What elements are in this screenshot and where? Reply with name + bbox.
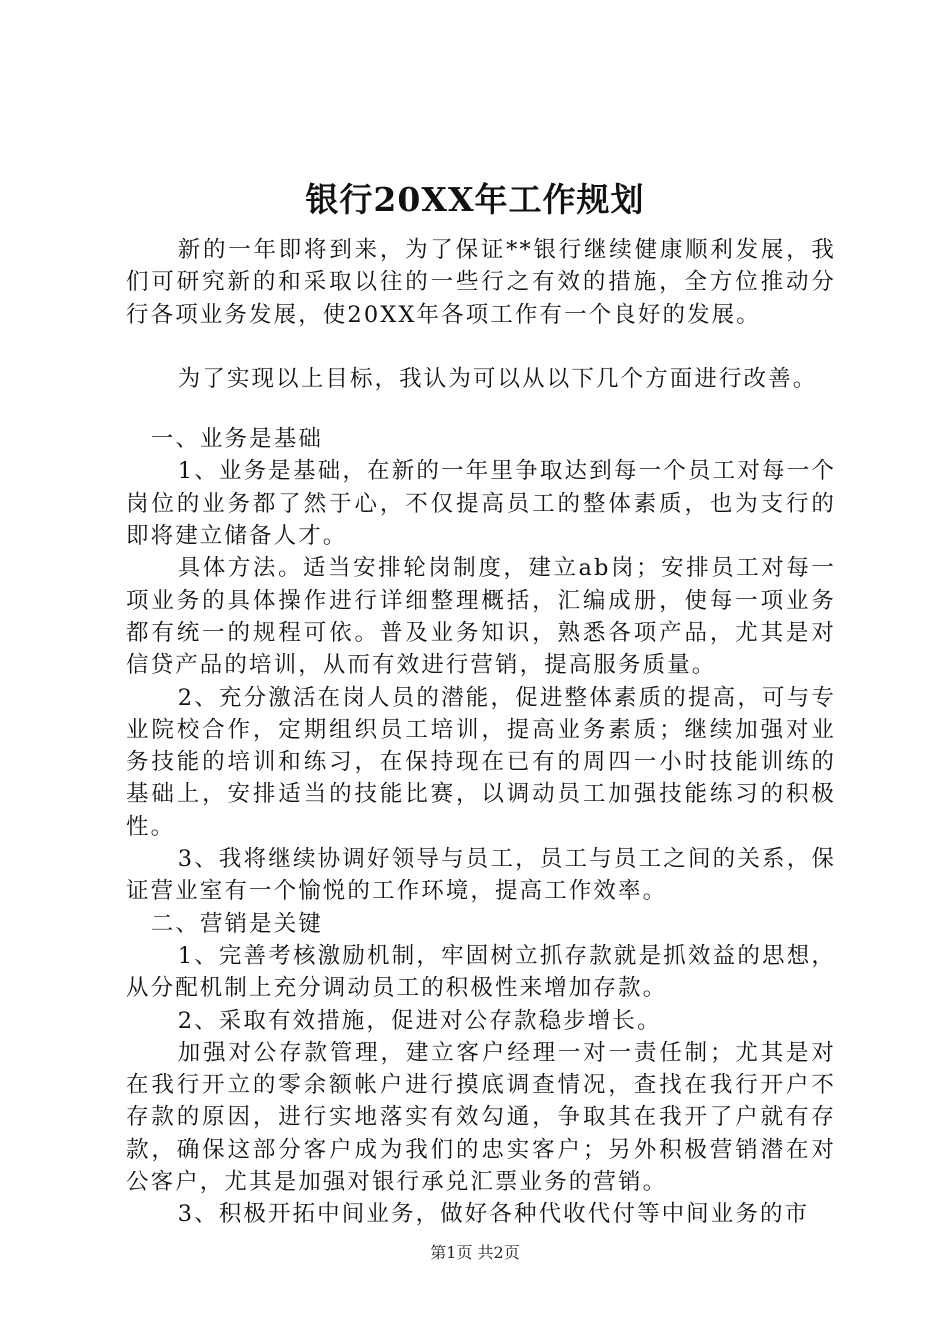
business-item-1: 1、业务是基础，在新的一年里争取达到每一个员工对每一个岗位的业务都了然于心，不仅提高员工的整体素质，也为支行的即将建立储备人才。	[126, 458, 836, 550]
page-number-footer: 第1页 共2页	[430, 1243, 520, 1262]
business-method-paragraph: 具体方法。适当安排轮岗制度，建立ab岗；安排员工对每一项业务的具体操作进行详细整理概括，汇编成册，使每一项业务都有统一的规程可依。普及业务知识，熟悉各项产品，尤其是对信贷产品的培训，从而有效进行营销，提高服务质量。	[126, 555, 836, 679]
section-heading-marketing: 二、营销是关键	[150, 910, 323, 937]
document-title: 银行20XX年工作规划	[305, 180, 645, 219]
intro-paragraph: 新的一年即将到来，为了保证**银行继续健康顺利发展，我们可研究新的和采取以往的一些行之有效的措施，全方位推动分行各项业务发展，使20XX年各项工作有一个良好的发展。	[126, 237, 836, 328]
business-item-3: 3、我将继续协调好领导与员工，员工与员工之间的关系，保证营业室有一个愉悦的工作环境，提高工作效率。	[126, 846, 836, 905]
business-item-2: 2、充分激活在岗人员的潜能，促进整体素质的提高，可与专业院校合作，定期组织员工培训，提高业务素质；继续加强对业务技能的培训和练习，在保持现在已有的周四一小时技能训练的基础上，安排适当的技能比赛，以调动员工加强技能练习的积极性。	[126, 684, 836, 840]
marketing-item-2: 2、采取有效措施，促进对公存款稳步增长。	[177, 1007, 662, 1034]
document-body	[126, 234, 836, 1231]
goal-paragraph: 为了实现以上目标，我认为可以从以下几个方面进行改善。	[177, 365, 818, 392]
marketing-item-1: 1、完善考核激励机制，牢固树立抓存款就是抓效益的思想，从分配机制上充分调动员工的积极性来增加存款。	[126, 942, 836, 1002]
marketing-item-3: 3、积极开拓中间业务，做好各种代收代付等中间业务的市	[177, 1201, 810, 1228]
section-heading-business: 一、业务是基础	[150, 426, 323, 453]
marketing-detail-paragraph: 加强对公存款管理，建立客户经理一对一责任制；尤其是对在我行开立的零余额帐户进行摸底调查情况，查找在我行开户不存款的原因，进行实地落实有效勾通，争取其在我开了户就有存款，确保这部分客户成为我们的忠实客户；另外积极营销潜在对公客户，尤其是加强对银行承兑汇票业务的营销。	[126, 1039, 836, 1196]
